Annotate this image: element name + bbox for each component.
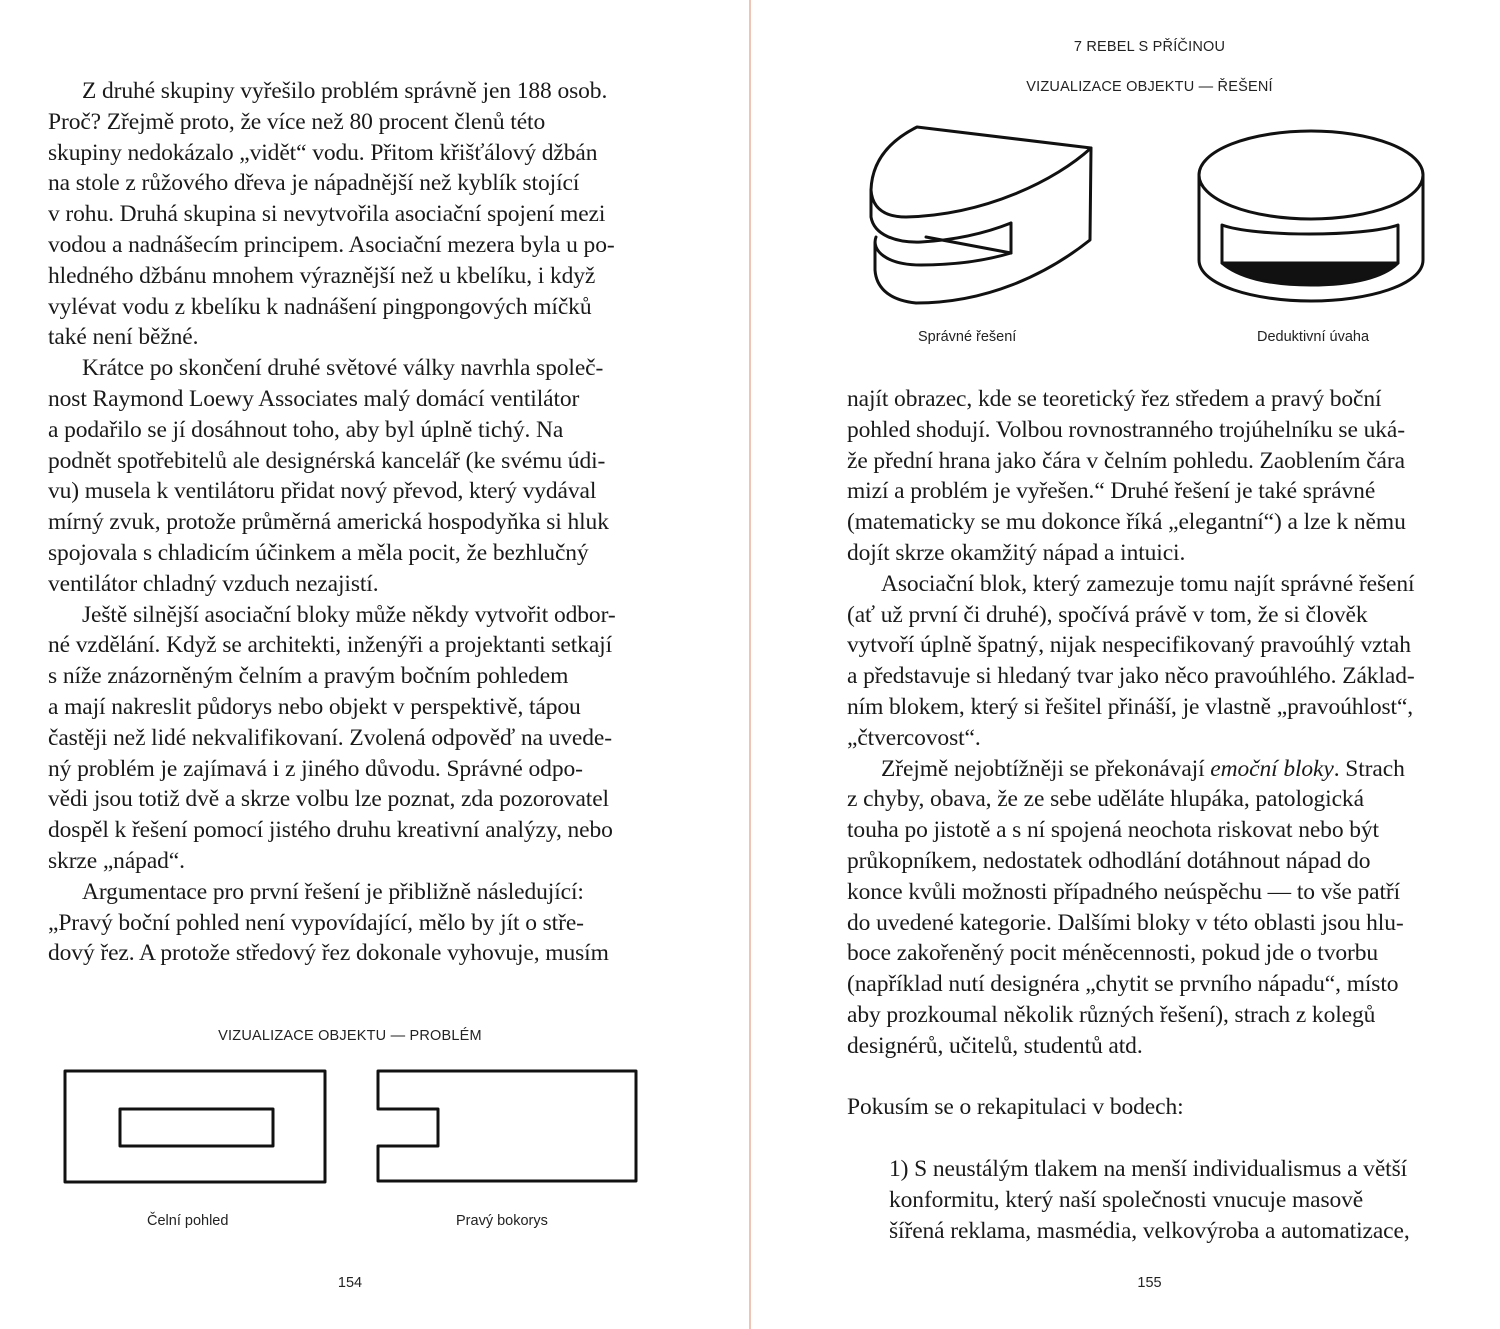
text-line: s níže znázorněným čelním a pravým bočním pohledem xyxy=(48,663,569,690)
list-item-line: šířená reklama, masmédia, velkovýroba a automatizace, xyxy=(889,1217,1410,1244)
blank-line xyxy=(847,1123,1415,1154)
figure-caption-deductive-reasoning: Deduktivní úvaha xyxy=(1257,329,1370,345)
text-line: (matematicky se mu dokonce říká „elegantní“) a lze k němu xyxy=(847,509,1406,536)
text-line: dospěl k řešení pomocí jistého druhu kreativní analýzy, nebo xyxy=(48,817,613,844)
text-line: Krátce po skončení druhé světové války navrhla společ- xyxy=(82,355,604,382)
figure-caption-right-side-view: Pravý bokorys xyxy=(456,1213,548,1229)
text-line: na stole z růžového dřeva je nápadnější než kyblík stojící xyxy=(48,170,580,197)
list-item-line: 1) S neustálým tlakem na menší individualismus a větší xyxy=(889,1155,1408,1182)
text-line: a podařilo se jí dosáhnout toho, aby byl úplně tichý. Na xyxy=(48,416,564,443)
text-run: Zřejmě nejobtížněji se překonávají xyxy=(881,755,1211,782)
text-line: (ať už první či druhé), spočívá právě v tom, že si člověk xyxy=(847,601,1368,628)
text-line: mírný zvuk, protože průměrná americká hospodyňka si hluk xyxy=(48,509,609,536)
text-line: mizí a problém je vyřešen.“ Druhé řešení je také správné xyxy=(847,478,1376,505)
text-line: Argumentace pro první řešení je přibližně následující: xyxy=(82,878,584,905)
text-line: podnět spotřebitelů ale designérská kancelář (ke svému údi- xyxy=(48,447,606,474)
page-number-left: 154 xyxy=(337,1275,363,1291)
text-line: pohled shodují. Volbou rovnostranného trojúhelníku se uká- xyxy=(847,416,1405,443)
text-line: designérů, učitelů, studentů atd. xyxy=(847,1032,1143,1059)
text-line: vědi jsou totiž dvě a skrze volbu lze poznat, zda pozorovatel xyxy=(48,786,609,813)
list-item-line: konformitu, který naší společnosti vnucuje masově xyxy=(889,1186,1364,1213)
figure-caption-front-view: Čelní pohled xyxy=(147,1213,229,1229)
text-line: dový řez. A protože středový řez dokonale vyhovuje, musím xyxy=(48,940,609,967)
text-line: Asociační blok, který zamezuje tomu najít správné řešení xyxy=(881,570,1415,597)
text-line: vu) musela k ventilátoru přidat nový převod, který vydával xyxy=(48,478,597,505)
text-line: do uvedené kategorie. Dalšími bloky v této oblasti jsou hlu- xyxy=(847,909,1404,936)
text-line: vytvoří úplně špatný, nijak nespecifikovaný pravoúhlý vztah xyxy=(847,632,1411,659)
text-line: konce kvůli možnosti případného neúspěchu — to vše patří xyxy=(847,878,1401,905)
right-body-text xyxy=(847,384,1415,1246)
figure-title-problem: VIZUALIZACE OBJEKTU — PROBLÉM xyxy=(218,1028,482,1044)
page-number-right: 155 xyxy=(1137,1275,1162,1291)
text-run: . Strach xyxy=(1333,755,1405,782)
text-line: Ještě silnější asociační bloky může někdy vytvořit odbor- xyxy=(82,601,616,628)
correct-solution-drawing xyxy=(866,125,1106,305)
text-line: dojít skrze okamžitý nápad a intuici. xyxy=(847,539,1186,566)
text-line: skupiny nedokázalo „vidět“ vodu. Přitom křišťálový džbán xyxy=(48,139,598,166)
text-line: najít obrazec, kde se teoretický řez středem a pravý boční xyxy=(847,386,1382,412)
text-line: ním blokem, který si řešitel přináší, je vlastně „pravoúhlost“, xyxy=(847,693,1414,720)
front-view-drawing xyxy=(60,1066,640,1191)
text-line: nost Raymond Loewy Associates malý domácí ventilátor xyxy=(48,385,580,412)
text-line: častěji než lidé nekvalifikovaní. Zvolená odpověď na uvede- xyxy=(48,724,612,751)
text-line: boce zakořeněný pocit méněcennosti, pokud jde o tvorbu xyxy=(847,940,1379,967)
text-line: průkopníkem, nedostatek odhodlání dotáhnout nápad do xyxy=(847,847,1371,874)
text-line: aby prozkoumal několik různých řešení), strach z kolegů xyxy=(847,1001,1376,1028)
text-line: vylévat vodu z kbelíku k nadnášení pingpongových míčků xyxy=(48,293,592,320)
text-line: také není běžné. xyxy=(48,324,199,351)
text-line: „čtvercovost“. xyxy=(847,724,981,751)
text-line: skrze „nápad“. xyxy=(48,847,185,874)
text-line: spojovala s chladicím účinkem a měla pocit, že bezhlučný xyxy=(48,539,589,566)
blank-line xyxy=(847,1062,1415,1093)
text-line: ný problém je zajímavá i z jiného důvodu. Správné odpo- xyxy=(48,755,583,782)
text-line: v rohu. Druhá skupina si nevytvořila asociační spojení mezi xyxy=(48,201,606,228)
running-head: 7 REBEL S PŘÍČINOU xyxy=(1073,39,1226,55)
text-line: ventilátor chladný vzduch nezajistí. xyxy=(48,570,379,597)
text-line: a představuje si hledaný tvar jako něco pravoúhlého. Základ- xyxy=(847,663,1415,690)
text-line: Proč? Zřejmě proto, že více než 80 procent členů této xyxy=(48,108,546,135)
text-line: Z druhé skupiny vyřešilo problém správně jen 188 osob. xyxy=(82,78,608,104)
text-line: touha po jistotě a s ní spojená neochota riskovat nebo být xyxy=(847,817,1379,844)
text-line: vodou a nadnášecím principem. Asociační mezera byla u po- xyxy=(48,231,615,258)
text-line: (například nutí designéra „chytit se prvního nápadu“, místo xyxy=(847,971,1399,998)
left-body-text xyxy=(48,76,616,969)
left-page xyxy=(0,0,749,1329)
text-line: a mají nakreslit půdorys nebo objekt v perspektivě, tápou xyxy=(48,693,581,720)
figure-title-solution: VIZUALIZACE OBJEKTU — ŘEŠENÍ xyxy=(1026,79,1273,95)
deductive-reasoning-drawing xyxy=(1194,125,1429,305)
text-line: hledného džbánu mnohem výraznější než u kbelíku, i když xyxy=(48,262,596,289)
text-line: „Pravý boční pohled není vypovídající, mělo by jít o stře- xyxy=(48,909,584,936)
text-line: né vzdělání. Když se architekti, inženýři a projektanti setkají xyxy=(48,632,613,659)
text-line: že přední hrana jako čára v čelním pohledu. Zaoblením čára xyxy=(847,447,1405,474)
figure-caption-correct-solution: Správné řešení xyxy=(918,329,1017,345)
text-line xyxy=(847,754,1415,785)
text-line: z chyby, obava, že ze sebe uděláte hlupáka, patologická xyxy=(847,786,1364,813)
summary-intro: Pokusím se o rekapitulaci v bodech: xyxy=(847,1094,1184,1121)
right-page xyxy=(751,0,1500,1329)
emphasis-emotional-blocks: emoční bloky xyxy=(1210,755,1334,782)
